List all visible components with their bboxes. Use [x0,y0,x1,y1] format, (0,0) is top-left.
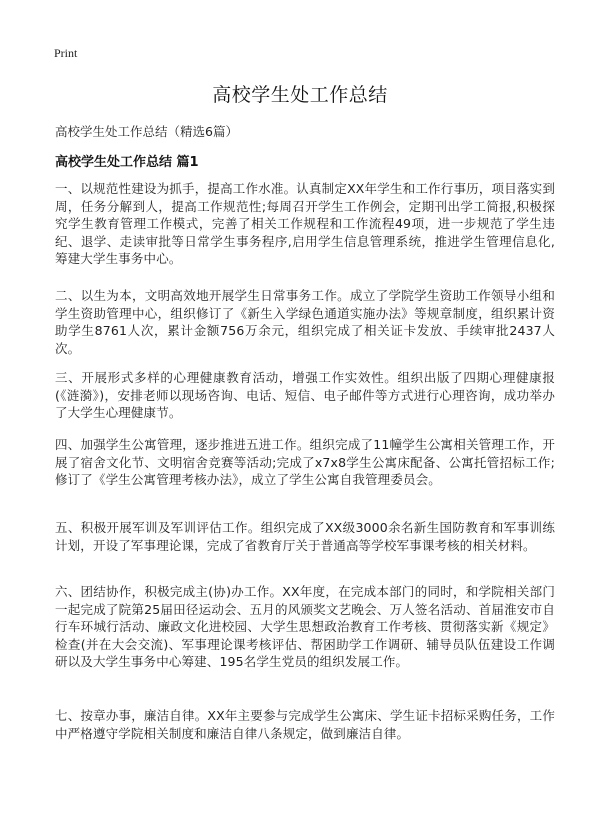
document-subtitle: 高校学生处工作总结（精选6篇） [55,124,238,139]
paragraph-4: 四、加强学生公寓管理，逐步推进五进工作。组织完成了11幢学生公寓相关管理工作，开展了宿舍文化节、文明宿舍竞赛等活动;完成了x7x8学生公寓床配备、公寓托管招标工作;修订了《学生公寓管理考核办法》，成立了学生公寓自我管理委员会。 [55,437,555,487]
paragraph-7: 七、按章办事，廉洁自律。XX年主要参与完成学生公寓床、学生证卡招标采购任务，工作中严格遵守学院相关制度和廉洁自律八条规定，做到廉洁自律。 [55,708,555,741]
section-heading: 高校学生处工作总结 篇1 [55,155,199,170]
paragraph-2: 二、以生为本，文明高效地开展学生日常事务工作。成立了学院学生资助工作领导小组和学生资助管理中心，组织修订了《新生入学绿色通道实施办法》等规章制度，组织累计资助学生8761人次，累计金额756万余元，组织完成了相关证卡发放、手续审批2437人次。 [55,288,555,356]
paragraph-6: 六、团结协作，积极完成主(协)办工作。XX年度，在完成本部门的同时，和学院相关部门一起完成了院第25届田径运动会、五月的风颁奖文艺晚会、万人签名活动、首届淮安市自行车环城行活动、廉政文化进校园、大学生思想政治教育工作考核、贯彻落实新《规定》检查(并在大会交流)、军事理论课考核评估、帮困助学工作调研、辅导员队伍建设工作调研以及大学生事务中心筹建、195名学生党员的组织发展工作。 [55,584,555,669]
paragraph-1: 一、以规范性建设为抓手，提高工作水准。认真制定XX年学生和工作行事历，项目落实到周，任务分解到人，提高工作规范性;每周召开学生工作例会，定期刊出学工简报,积极探究学生教育管理工作模式，完善了相关工作规程和工作流程49项，进一步规范了学生违纪、退学、走读审批等日常学生事务程序,启用学生信息管理系统，推进学生管理信息化,筹建大学生事务中心。 [55,181,555,266]
paragraph-5: 五、积极开展军训及军训评估工作。组织完成了XX级3000余名新生国防教育和军事训练计划，开设了军事理论课，完成了省教育厅关于普通高等学校军事课考核的相关材料。 [55,520,555,553]
print-link[interactable]: Print [54,46,78,60]
paragraph-3: 三、开展形式多样的心理健康教育活动，增强工作实效性。组织出版了四期心理健康报(《涟漪》)，安排老师以现场咨询、电话、短信、电子邮件等方式进行心理咨询，成功举办了大学生心理健康节。 [55,370,555,420]
document-title: 高校学生处工作总结 [212,84,388,106]
